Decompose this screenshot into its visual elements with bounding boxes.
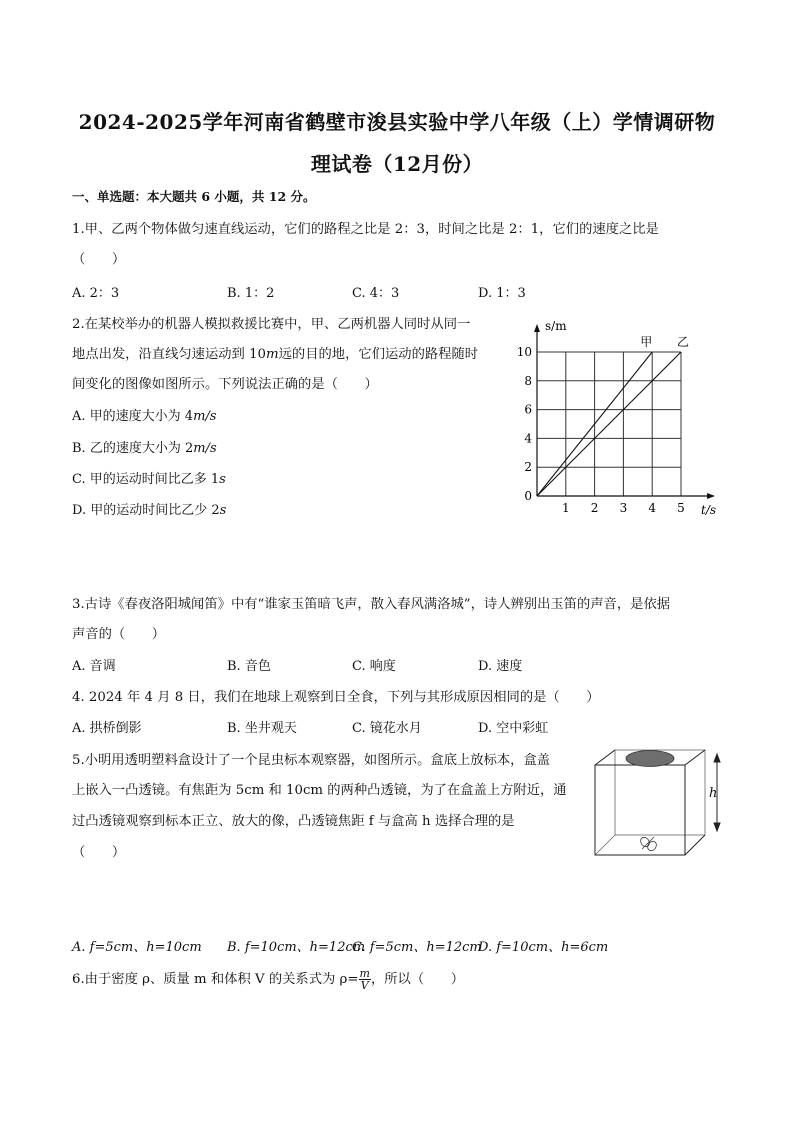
- convex-lens-icon: [626, 751, 674, 767]
- q3-stem-line1: 3.古诗《春夜洛阳城闻笛》中有“谁家玉笛暗飞声，散入春风满洛城”，诗人辨别出玉笛的声音，是依据: [72, 597, 671, 612]
- x-axis-arrow-icon: [707, 493, 715, 499]
- q5-option-a: A. f=5cm、h=10cm: [72, 940, 202, 955]
- series-label: 甲: [640, 335, 653, 349]
- x-tick-label: 3: [619, 501, 628, 515]
- q4-option-c: C. 镜花水月: [352, 721, 422, 736]
- density-fraction: [359, 968, 371, 991]
- q3-option-a: A. 音调: [72, 659, 116, 674]
- q2-stem-line1: 2.在某校举办的机器人模拟救援比赛中，甲、乙两机器人同时从同一: [72, 317, 471, 332]
- q3-option-d: D. 速度: [478, 659, 523, 674]
- y-tick-label: 0: [524, 489, 532, 503]
- q1-option-b: B. 1：2: [227, 286, 275, 301]
- q2-option-c: [72, 468, 226, 487]
- q2-stem-line3: 间变化的图像如图所示。下列说法正确的是（ ）: [72, 377, 378, 392]
- x-tick-label: 2: [590, 501, 599, 515]
- insect-observer-box-figure: [590, 745, 730, 860]
- q2-option-d-unit: s: [219, 503, 227, 518]
- q2-option-d: [72, 499, 226, 518]
- x-tick-label: 4: [648, 501, 657, 515]
- q2-stem-unit: m: [266, 347, 279, 362]
- y-tick-label: 6: [524, 402, 532, 417]
- q6-stem: [72, 968, 464, 991]
- q4-stem: 4. 2024 年 4 月 8 日，我们在地球上观察到日全食，下列与其形成原因相同的是（ ）: [72, 690, 600, 705]
- series-label: 乙: [676, 335, 690, 349]
- y-axis-arrow-icon: [534, 324, 540, 332]
- q2-option-c-text: C. 甲的运动时间比乙多 1: [72, 472, 220, 487]
- q4-option-a: A. 拱桥倒影: [72, 721, 142, 736]
- q3-stem-line2: 声音的（ ）: [72, 627, 166, 642]
- s-t-chart: [505, 312, 735, 522]
- page-title-line2: 理试卷（12月份）: [310, 152, 484, 176]
- q5-stem-line1: 5.小明用透明塑料盒设计了一个昆虫标本观察器，如图所示。盒底上放标本，盒盖: [72, 753, 551, 768]
- q4-option-b: B. 坐井观天: [227, 721, 297, 736]
- q2-stem-line2b: 远的目的地，它们运动的路程随时: [278, 347, 479, 362]
- q2-option-a: [72, 405, 216, 424]
- q2-option-b-text: B. 乙的速度大小为 2: [72, 441, 194, 456]
- q1-option-a: A. 2：3: [72, 286, 120, 301]
- q6-stem-text: 6.由于密度 ρ、质量 m 和体积 V 的关系式为 ρ=: [72, 972, 359, 987]
- q2-option-b: [72, 437, 217, 456]
- q2-option-d-text: D. 甲的运动时间比乙少 2: [72, 503, 220, 518]
- fraction-numerator: m: [359, 967, 370, 980]
- series-line-2: [537, 352, 681, 496]
- y-axis-label: s/m: [545, 319, 567, 333]
- q2-option-b-unit: m/s: [193, 441, 217, 456]
- q1-stem-line2: （ ）: [72, 252, 126, 267]
- q4-option-d: D. 空中彩虹: [478, 721, 549, 736]
- q3-option-b: B. 音色: [227, 659, 271, 674]
- x-tick-label: 1: [561, 501, 570, 515]
- q5-option-d: D. f=10cm、h=6cm: [478, 940, 609, 955]
- q5-stem-line3: 过凸透镜观察到标本正立、放大的像，凸透镜焦距 f 与盒高 h 选择合理的是: [72, 814, 515, 829]
- q3-option-c: C. 响度: [352, 659, 396, 674]
- q2-stem-line2a: 地点出发，沿直线匀速运动到 10: [72, 347, 267, 362]
- y-tick-label: 10: [516, 345, 532, 359]
- q5-stem-line2: 上嵌入一凸透镜。有焦距为 5cm 和 10cm 的两种凸透镜，为了在盒盖上方附近，通: [72, 783, 567, 798]
- fraction-denominator: V: [360, 979, 369, 992]
- box-height-label: h: [709, 786, 718, 801]
- q2-option-c-unit: s: [219, 472, 226, 487]
- q5-option-c: C. f=5cm、h=12cm: [352, 940, 482, 955]
- q5-stem-line4: （ ）: [72, 845, 126, 860]
- q1-option-c: C. 4：3: [352, 286, 400, 301]
- y-tick-label: 8: [524, 373, 532, 388]
- y-tick-label: 2: [524, 460, 532, 475]
- q6-stem-tail: ，所以（ ）: [370, 972, 465, 987]
- q1-stem-line1: 1.甲、乙两个物体做匀速直线运动，它们的路程之比是 2：3，时间之比是 2：1，它们的速度之比是: [72, 222, 659, 237]
- q2-option-a-unit: m/s: [193, 409, 217, 424]
- q1-option-d: D. 1：3: [478, 286, 526, 301]
- x-axis-label: t/s: [701, 503, 717, 517]
- q5-option-b: B. f=10cm、h=12cm: [227, 940, 366, 955]
- q2-option-a-text: A. 甲的速度大小为 4: [72, 409, 194, 424]
- q2-stem-line2: [72, 343, 478, 362]
- x-tick-label: 5: [677, 501, 685, 515]
- insect-specimen-icon: [639, 836, 658, 853]
- y-tick-label: 4: [524, 431, 532, 446]
- section-heading: 一、单选题：本大题共 6 小题，共 12 分。: [72, 189, 316, 204]
- page-title: 2024-2025学年河南省鹤壁市浚县实验中学八年级（上）学情调研物: [78, 110, 716, 134]
